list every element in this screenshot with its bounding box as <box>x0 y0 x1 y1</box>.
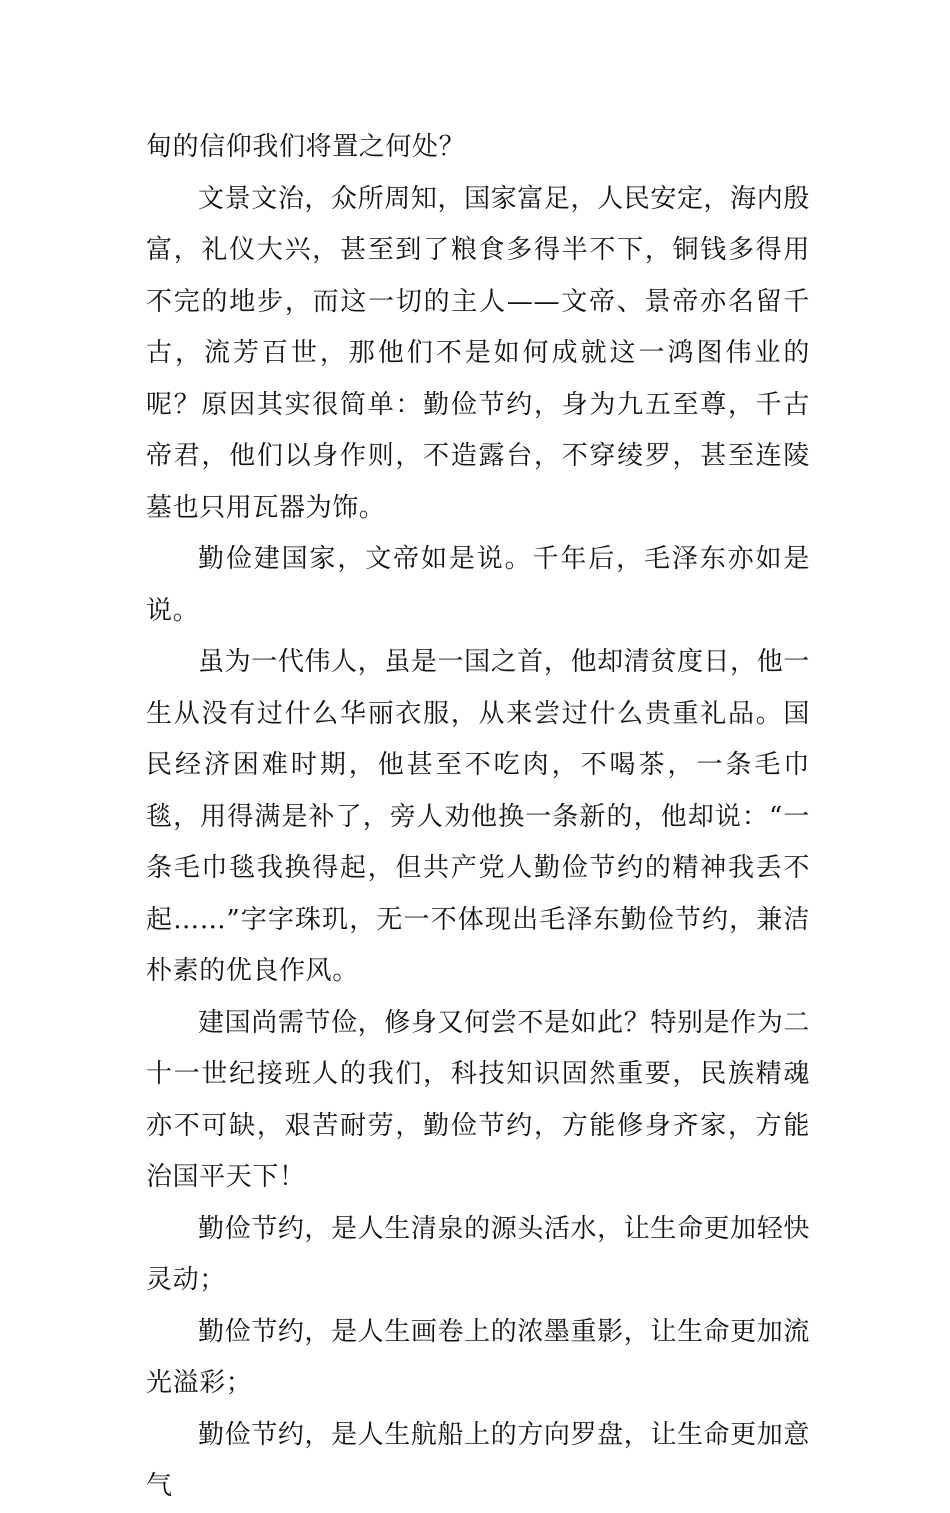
paragraph: 勤俭节约，是人生航船上的方向罗盘，让生命更加意气 <box>146 1419 810 1501</box>
paragraph: 虽为一代伟人，虽是一国之首，他却清贫度日，他一生从没有过什么华丽衣服，从来尝过什么贵重礼品。国民经济困难时期，他甚至不吃肉，不喝茶，一条毛巾毯，用得满是补了，旁人劝他换一条新的，他却说：“一条毛巾毯我换得起，但共产党人勤俭节约的精神我丢不起……”字字珠玑，无一不体现出毛泽东勤俭节约，兼洁朴素的优良作风。 <box>146 647 810 986</box>
paragraph: 文景文治，众所周知，国家富足，人民安定，海内殷富，礼仪大兴，甚至到了粮食多得半不下，铜钱多得用不完的地步，而这一切的主人——文帝、景帝亦名留千古，流芳百世，那他们不是如何成就这一鸿图伟业的呢？原因其实很简单：勤俭节约，身为九五至尊，千古帝君，他们以身作则，不造露台，不穿绫罗，甚至连陵墓也只用瓦器为饰。 <box>146 183 810 523</box>
paragraph: 勤俭节约，是人生清泉的源头活水，让生命更加轻快灵动； <box>146 1213 810 1295</box>
paragraph: 勤俭节约，是人生画卷上的浓墨重影，让生命更加流光溢彩； <box>146 1316 810 1398</box>
document-body <box>146 122 810 1513</box>
paragraph: 建国尚需节俭，修身又何尝不是如此？特别是作为二十一世纪接班人的我们，科技知识固然重要，民族精魂亦不可缺，艰苦耐劳，勤俭节约，方能修身齐家，方能治国平天下！ <box>146 1007 810 1192</box>
paragraph: 勤俭建国家，文帝如是说。千年后，毛泽东亦如是说。 <box>146 544 810 626</box>
paragraph: 甸的信仰我们将置之何处？ <box>146 132 466 162</box>
